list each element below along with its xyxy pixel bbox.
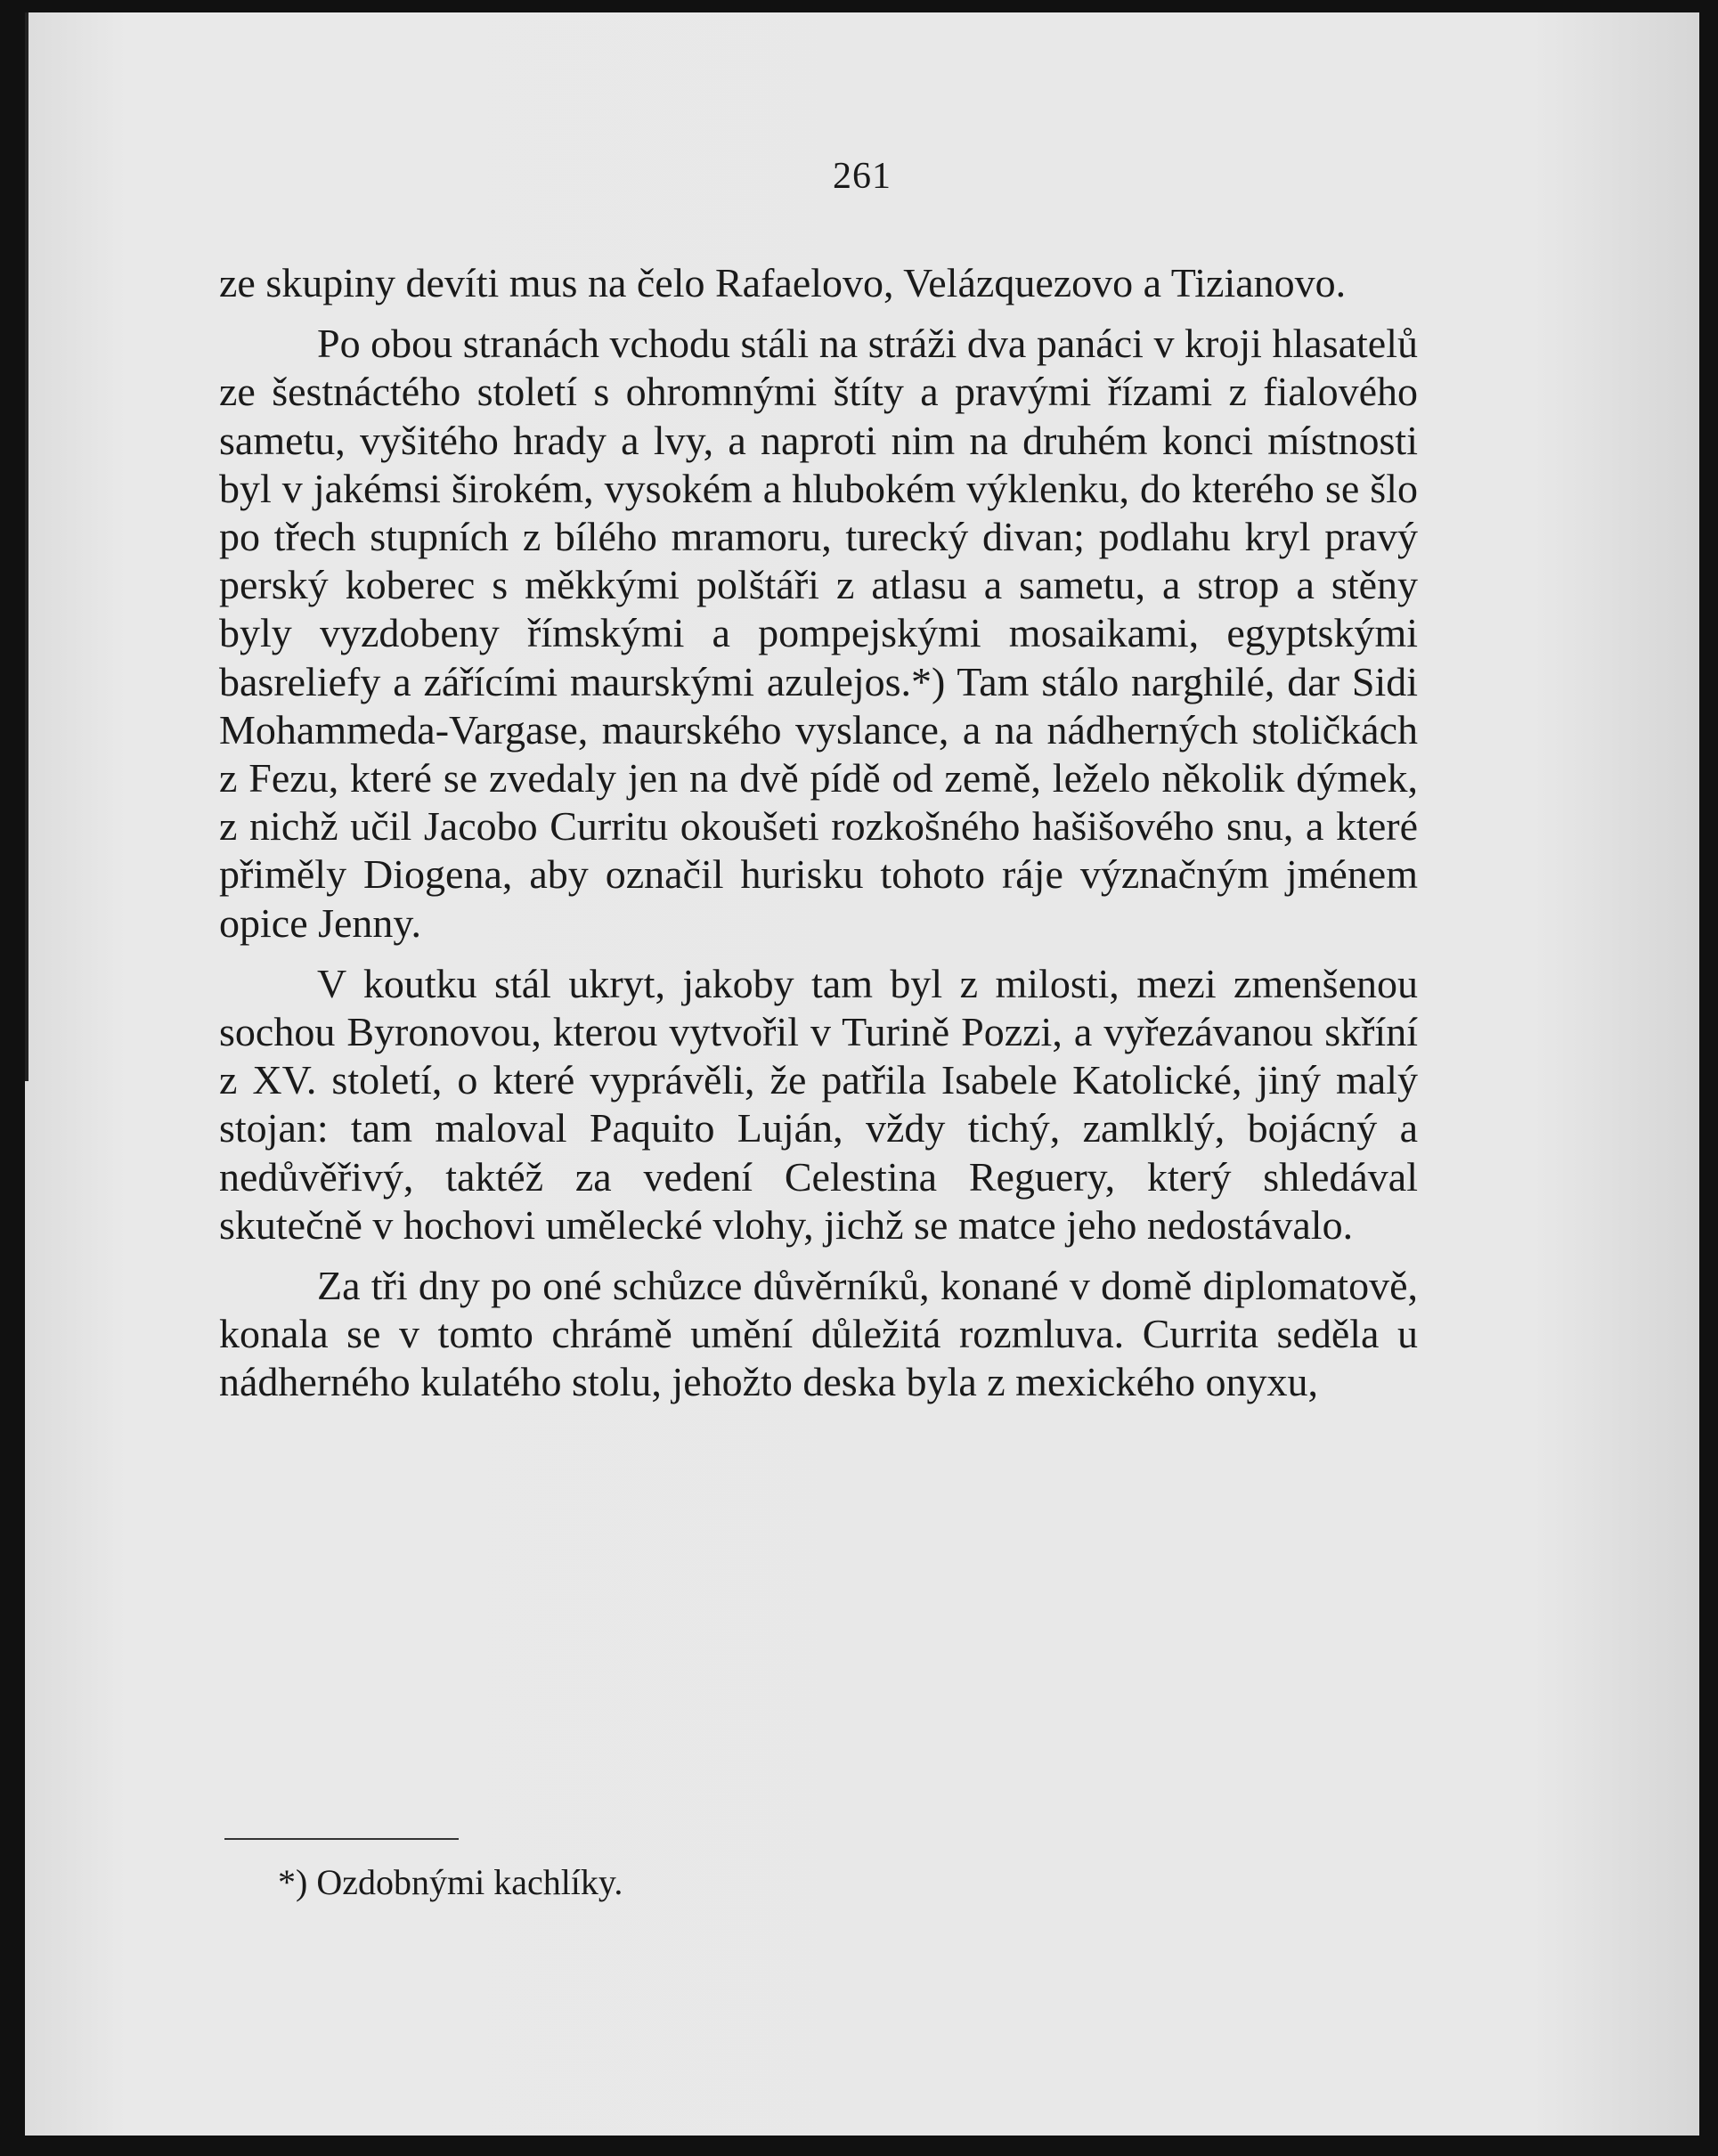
page-number: 261 xyxy=(833,156,892,197)
footnote-divider xyxy=(224,1838,459,1840)
paragraph-3: V koutku stál ukryt, jakoby tam byl z milosti, mezi zmenšenou sochou Byronovou, kterou vytvořil v Turině Pozzi, a vyřezávanou skříní z XV. století, o které vyprávěli, že patřila Isabele Katolické, jiný malý stojan: tam maloval Paquito Luján, vždy tichý, zamlklý, bojácný a nedůvěřivý, taktéž za vedení Celestina Reguery, který shledával skutečně v hochovi umělecké vlohy, jichž se matce jeho nedostávalo. xyxy=(219,960,1418,1248)
footnote: *) Ozdobnými kachlíky. xyxy=(278,1862,623,1902)
book-page xyxy=(25,12,1699,2136)
body-text xyxy=(219,259,1418,1420)
paragraph-2: Po obou stranách vchodu stáli na stráži dva panáci v kroji hlasatelů ze šestnáctého století s ohromnými štíty a pravými řízami z fialového sametu, vyšitého hrady a lvy, a naproti nim na druhém konci místnosti byl v jakémsi širokém, vysokém a hlubokém výklenku, do kterého se šlo po třech stupních z bílého mramoru, turecký divan; podlahu kryl pravý perský koberec s měkkými polštáři z atlasu a sametu, a strop a stěny byly vyzdobeny římskými a pompejskými mosaikami, egyptskými basreliefy a zářícími maurskými azulejos.*) Tam stálo narghilé, dar Sidi Mohammeda-Vargase, maurského vyslance, a na nádherných stoličkách z Fezu, které se zvedaly jen na dvě pídě od země, leželo několik dýmek, z nichž učil Jacobo Curritu okoušeti rozkošného hašišového snu, a které přiměly Diogena, aby označil hurisku tohoto ráje význačným jménem opice Jenny. xyxy=(219,321,1418,946)
paragraph-1: ze skupiny devíti mus na čelo Rafaelovo, Velázquezovo a Tizianovo. xyxy=(219,260,1347,305)
paragraph-4: Za tři dny po oné schůzce důvěrníků, konané v domě diplomatově, konala se v tomto chrámě umění důležitá rozmluva. Currita seděla u nádherného kulatého stolu, jehožto deska byla z mexického onyxu, xyxy=(219,1263,1418,1405)
